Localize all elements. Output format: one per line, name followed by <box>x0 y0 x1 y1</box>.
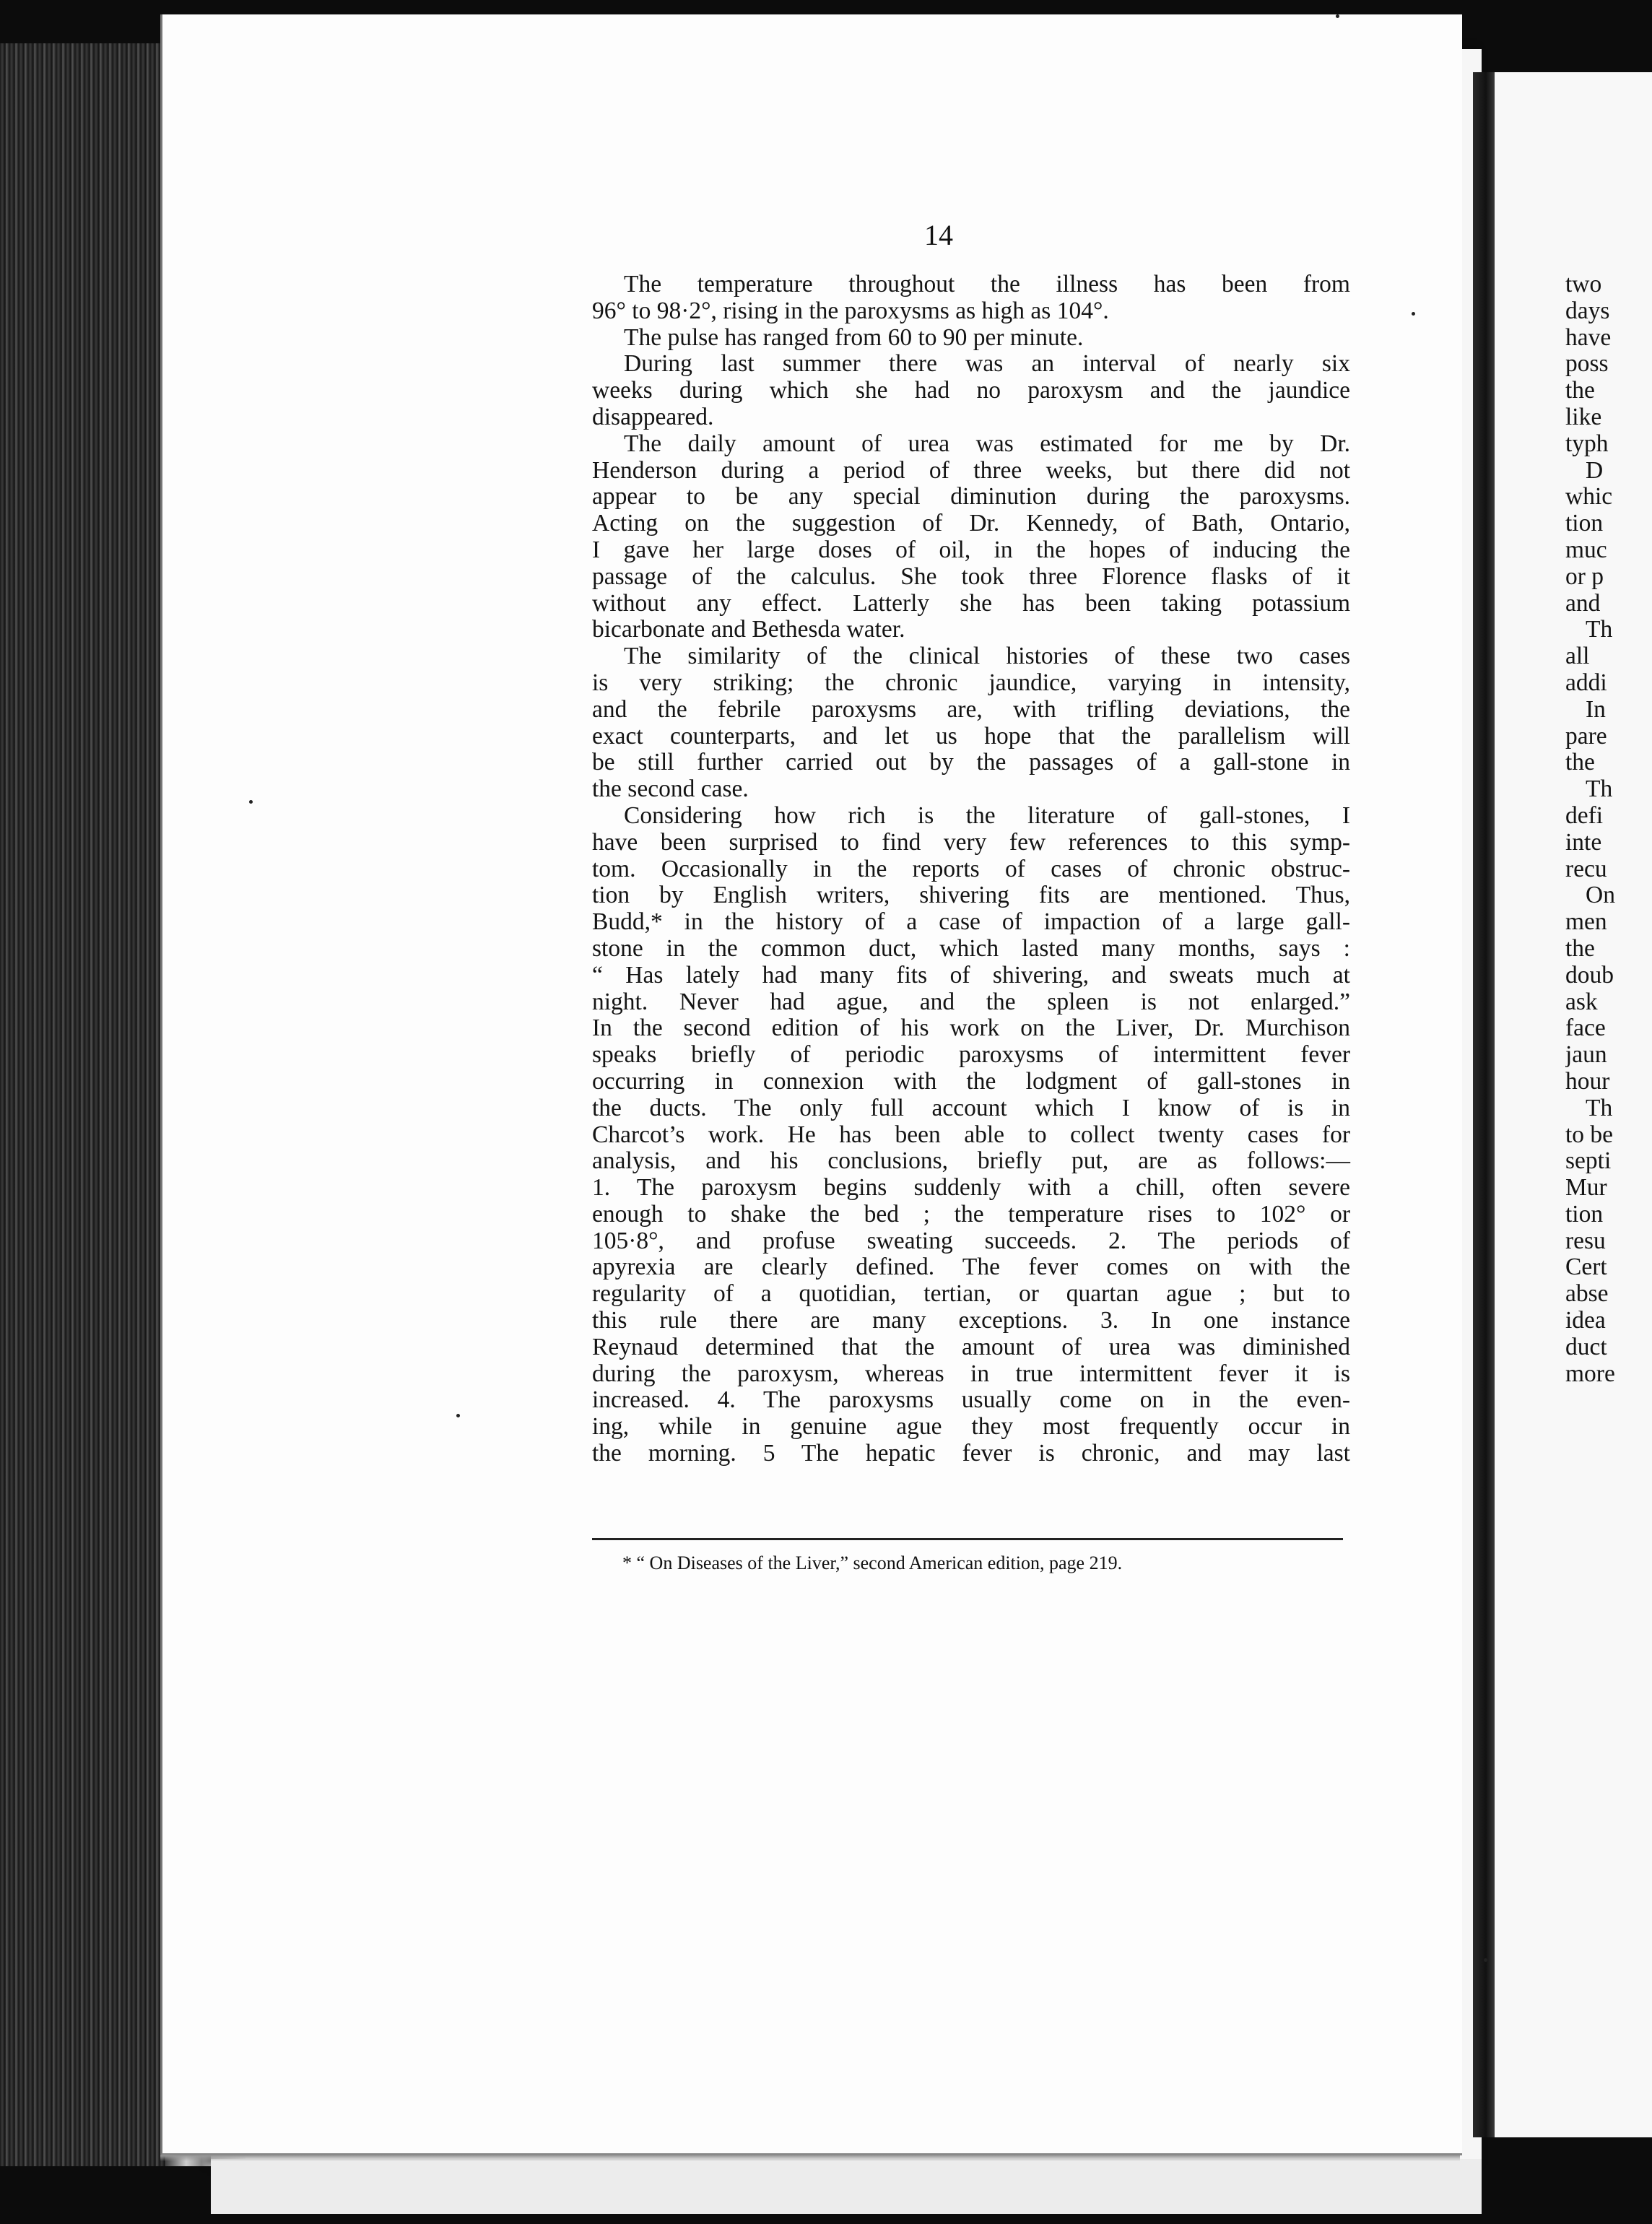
right-page-fragment: muc <box>1565 536 1607 563</box>
text-line: weeks during which she had no paroxysm and the jaundice <box>592 377 1350 404</box>
text-line: this rule there are many exceptions. 3. In one instance <box>592 1307 1350 1334</box>
text-line: the second case. <box>592 776 749 803</box>
right-page-fragment: two <box>1565 272 1602 297</box>
right-page-fragment: jaun <box>1565 1041 1607 1069</box>
text-line: Budd,* in the history of a case of impaction of a large gall- <box>592 908 1350 936</box>
text-line: ing, while in genuine ague they most frequently occur in <box>592 1413 1350 1441</box>
right-page-fragment: whic <box>1565 483 1613 511</box>
right-page-fragment: tion <box>1565 1200 1604 1228</box>
right-page-fragment: to be <box>1565 1121 1614 1148</box>
right-page-fragment: inte <box>1565 828 1602 856</box>
text-line: Charcot’s work. He has been able to collect twenty cases for <box>592 1121 1350 1148</box>
text-line: The similarity of the clinical histories of these two cases <box>624 643 1350 670</box>
text-line: The daily amount of urea was estimated for me by Dr. <box>624 430 1350 457</box>
right-page-fragment: men <box>1565 908 1607 936</box>
text-line: apyrexia are clearly defined. The fever comes on with the <box>592 1254 1350 1281</box>
footnote: * “ On Diseases of the Liver,” second American edition, page 219. <box>622 1552 1123 1573</box>
right-page-fragment: idea <box>1565 1307 1606 1334</box>
right-page-fragment: doub <box>1565 961 1614 989</box>
right-page-fragment: the <box>1565 934 1595 962</box>
text-line: analysis, and his conclusions, briefly put, are as follows:— <box>592 1147 1350 1175</box>
right-page-fragment: more <box>1565 1360 1615 1387</box>
right-page-fragment: all <box>1565 643 1590 670</box>
text-line: the ducts. The only full account which I know of is in <box>592 1094 1350 1121</box>
text-line: I gave her large doses of oil, in the hopes of inducing the <box>592 536 1350 563</box>
right-page-fragment: Cert <box>1565 1254 1607 1281</box>
text-line: appear to be any special diminution during the paroxysms. <box>592 483 1350 511</box>
right-page-fragment: face <box>1565 1015 1606 1042</box>
right-page-fragment: days <box>1565 297 1610 324</box>
right-page-fragment: ask <box>1565 988 1598 1015</box>
text-line: “ Has lately had many fits of shivering, and sweats much at <box>592 961 1350 989</box>
text-line: and the febrile paroxysms are, with trifling deviations, the <box>592 695 1350 723</box>
text-line: night. Never had ague, and the spleen is not enlarged.” <box>592 988 1350 1015</box>
text-line: The temperature throughout the illness has been from <box>624 271 1350 297</box>
right-page-fragment: Mur <box>1565 1174 1607 1202</box>
text-line: 96° to 98·2°, rising in the paroxysms as high as 104°. <box>592 297 1109 324</box>
text-line: Henderson during a period of three weeks, but there did not <box>592 456 1350 484</box>
right-page-fragment: resu <box>1565 1227 1606 1254</box>
right-page-fragment: the <box>1565 377 1595 404</box>
text-line: 1. The paroxysm begins suddenly with a chill, often severe <box>592 1174 1350 1202</box>
scan-speck <box>249 800 253 804</box>
right-page-fragment: tion <box>1565 510 1604 537</box>
text-line: enough to shake the bed ; the temperature rises to 102° or <box>592 1200 1350 1228</box>
footnote-rule <box>592 1538 1343 1540</box>
text-line: exact counterparts, and let us hope that the parallelism will <box>592 722 1350 750</box>
right-page-fragment: or p <box>1565 562 1604 590</box>
right-page-fragment: addi <box>1565 669 1607 696</box>
scan-speck <box>1412 312 1415 316</box>
text-line: disappeared. <box>592 403 714 430</box>
scan-speck <box>456 1414 460 1417</box>
lower-sheet <box>211 2159 1482 2214</box>
right-page-fragment: pare <box>1565 722 1607 750</box>
scan-speck <box>1484 1958 1487 1962</box>
body-text <box>592 272 1350 1467</box>
right-page-fragment: the <box>1565 749 1595 776</box>
right-page-fragment: abse <box>1565 1280 1609 1308</box>
text-line: Considering how rich is the literature of gall-stones, I <box>624 802 1350 829</box>
right-page-fragment: On <box>1586 882 1615 909</box>
text-line: 105·8°, and profuse sweating succeeds. 2. The periods of <box>592 1227 1350 1254</box>
text-line: is very striking; the chronic jaundice, varying in intensity, <box>592 669 1350 696</box>
right-page-fragment: Th <box>1586 616 1613 643</box>
text-line: tom. Occasionally in the reports of cases of chronic obstruc- <box>592 855 1350 882</box>
text-line: Reynaud determined that the amount of urea was diminished <box>592 1333 1350 1360</box>
text-line: During last summer there was an interval of nearly six <box>624 350 1350 378</box>
text-line: In the second edition of his work on the Liver, Dr. Murchison <box>592 1015 1350 1042</box>
right-page-fragment: like <box>1565 403 1602 430</box>
text-line: occurring in connexion with the lodgment of gall-stones in <box>592 1067 1350 1095</box>
right-page-fragment: septi <box>1565 1147 1612 1175</box>
text-line: tion by English writers, shivering fits are mentioned. Thus, <box>592 882 1350 909</box>
text-line: stone in the common duct, which lasted many months, says : <box>592 934 1350 962</box>
text-line: during the paroxysm, whereas in true intermittent fever it is <box>592 1360 1350 1387</box>
right-page-fragment: hour <box>1565 1067 1610 1095</box>
text-line: The pulse has ranged from 60 to 90 per minute. <box>624 323 1084 351</box>
text-line: without any effect. Latterly she has been taking potassium <box>592 589 1350 617</box>
right-page-text <box>1565 272 1652 1387</box>
right-page-fragment: D <box>1586 456 1604 484</box>
text-line: Acting on the suggestion of Dr. Kennedy, of Bath, Ontario, <box>592 510 1350 537</box>
plate-shadow <box>160 2155 1460 2161</box>
right-page-fragment: Th <box>1586 1094 1613 1121</box>
text-line: speaks briefly of periodic paroxysms of intermittent fever <box>592 1041 1350 1069</box>
right-page-fragment: have <box>1565 323 1612 351</box>
text-line: passage of the calculus. She took three Florence flasks of it <box>592 562 1350 590</box>
right-page-fragment: duct <box>1565 1333 1607 1360</box>
scan-speck <box>1336 14 1339 18</box>
right-page-fragment: poss <box>1565 350 1609 378</box>
book-gutter <box>1473 72 1495 2137</box>
text-line: increased. 4. The paroxysms usually come on in the even- <box>592 1386 1350 1414</box>
text-line: regularity of a quotidian, tertian, or quartan ague ; but to <box>592 1280 1350 1308</box>
right-page-fragment: typh <box>1565 430 1609 457</box>
page-number: 14 <box>924 219 953 251</box>
right-page-fragment: recu <box>1565 855 1607 882</box>
text-line: have been surprised to find very few references to this symp- <box>592 828 1350 856</box>
right-page-fragment: defi <box>1565 802 1604 829</box>
text-line: the morning. 5 The hepatic fever is chronic, and may last <box>592 1440 1350 1467</box>
text-line: bicarbonate and Bethesda water. <box>592 616 905 643</box>
right-page-fragment: Th <box>1586 776 1613 803</box>
right-page-fragment: and <box>1565 589 1601 617</box>
text-line: be still further carried out by the passages of a gall-stone in <box>592 749 1350 776</box>
right-page-fragment: In <box>1586 695 1606 723</box>
